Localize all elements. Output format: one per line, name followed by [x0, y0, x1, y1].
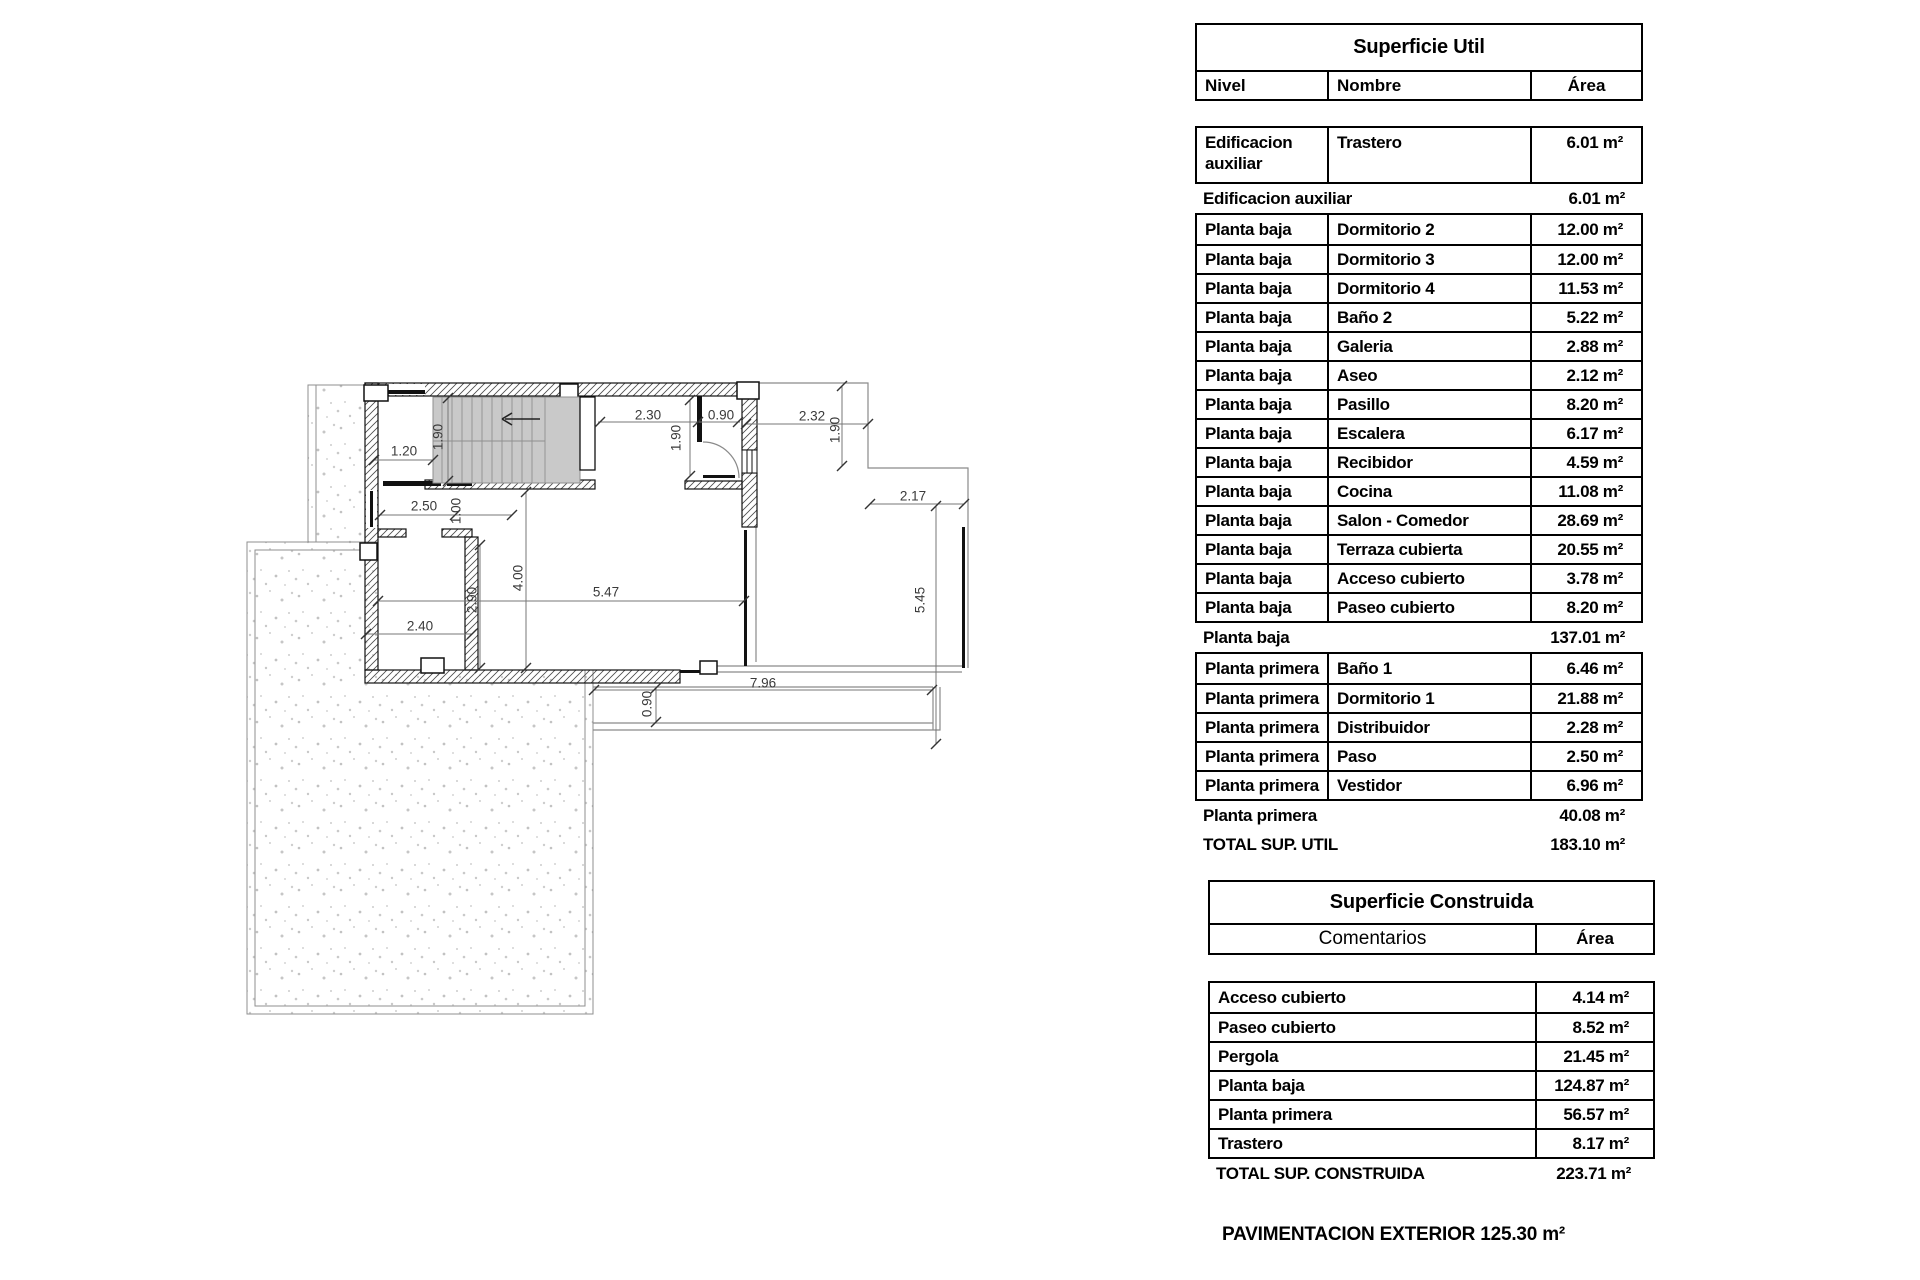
total-row-value: 223.71 m²: [1556, 1163, 1631, 1183]
table-section: [1195, 213, 1643, 623]
dimension-label: 2.32: [798, 408, 826, 424]
cell-comentarios: Paseo cubierto: [1218, 1017, 1336, 1037]
table-row: [1197, 273, 1641, 302]
table-row: [1210, 1128, 1653, 1157]
cell-area: 6.17 m²: [1530, 420, 1641, 447]
cell-area: 11.53 m²: [1530, 275, 1641, 302]
cell-nombre: Acceso cubierto: [1327, 565, 1530, 592]
cell-nivel: Planta baja: [1205, 219, 1292, 239]
total-row: [1195, 830, 1643, 859]
cell-area: 12.00 m²: [1530, 215, 1641, 244]
table-row: [1197, 534, 1641, 563]
cell-nombre: Terraza cubierta: [1327, 536, 1530, 563]
cell-nivel: Planta baja: [1205, 539, 1292, 559]
cell-nivel: Planta primera: [1205, 775, 1319, 795]
cell-area: 2.12 m²: [1530, 362, 1641, 389]
cell-nivel: Planta baja: [1205, 394, 1292, 414]
cell-nombre: Recibidor: [1327, 449, 1530, 476]
cell-nombre: Dormitorio 1: [1327, 685, 1530, 712]
table-row: [1197, 360, 1641, 389]
table-section: [1195, 652, 1643, 801]
cell-nombre: Dormitorio 3: [1327, 246, 1530, 273]
cell-nombre: Salon - Comedor: [1327, 507, 1530, 534]
cell-area: 8.17 m²: [1535, 1130, 1653, 1157]
cell-nombre: Escalera: [1327, 420, 1530, 447]
cell-comentarios: Trastero: [1218, 1133, 1283, 1153]
cell-area: 6.96 m²: [1530, 772, 1641, 799]
table-section: [1208, 981, 1655, 1159]
dimension-label: 2.30: [634, 407, 662, 423]
cell-nivel: Planta baja: [1205, 568, 1292, 588]
cell-nivel: Planta baja: [1205, 278, 1292, 298]
table-row: [1197, 505, 1641, 534]
cell-area: 6.46 m²: [1530, 654, 1641, 683]
total-row-value: 183.10 m²: [1550, 834, 1625, 854]
superficie-construida-table: [1208, 880, 1655, 1188]
table-section: [1195, 126, 1643, 184]
table-header: [1208, 923, 1655, 955]
dimension-label: 0.90: [707, 407, 735, 423]
column-header-area: Área: [1530, 72, 1641, 99]
dimension-label: 5.47: [592, 584, 620, 600]
stairs: [430, 397, 595, 483]
table-row: [1210, 1012, 1653, 1041]
cell-nombre: Baño 2: [1327, 304, 1530, 331]
cell-nombre: Paseo cubierto: [1327, 594, 1530, 621]
cell-nivel: Planta baja: [1205, 249, 1292, 269]
cell-nivel: Planta primera: [1205, 746, 1319, 766]
table-header: [1195, 70, 1643, 101]
table-row: [1197, 302, 1641, 331]
total-row-label: TOTAL SUP. CONSTRUIDA: [1216, 1163, 1425, 1183]
cell-area: 21.88 m²: [1530, 685, 1641, 712]
table-row: [1197, 563, 1641, 592]
subtotal-row-value: 6.01 m²: [1568, 188, 1625, 208]
cell-area: 28.69 m²: [1530, 507, 1641, 534]
cell-area: 4.14 m²: [1535, 983, 1653, 1012]
subtotal-row: [1195, 184, 1643, 213]
cell-nombre: Distribuidor: [1327, 714, 1530, 741]
table-row: [1197, 770, 1641, 799]
cell-nombre: Galeria: [1327, 333, 1530, 360]
cell-area: 4.59 m²: [1530, 449, 1641, 476]
table-row: [1197, 741, 1641, 770]
column-header-comentarios: Comentarios: [1318, 928, 1427, 949]
cell-nivel: Planta baja: [1205, 336, 1292, 356]
cell-area: 3.78 m²: [1530, 565, 1641, 592]
subtotal-row-label: Planta baja: [1203, 627, 1290, 647]
cell-nivel: Planta baja: [1205, 452, 1292, 472]
table-row: [1197, 592, 1641, 621]
dimension-label: 5.45: [912, 586, 928, 614]
column-header-nombre: Nombre: [1327, 72, 1530, 99]
dimension-label: 4.00: [510, 564, 526, 592]
table-row: [1197, 683, 1641, 712]
table-row: [1197, 331, 1641, 360]
cell-nombre: Dormitorio 4: [1327, 275, 1530, 302]
cell-nombre: Pasillo: [1327, 391, 1530, 418]
cell-area: 5.22 m²: [1530, 304, 1641, 331]
table-row: [1210, 1099, 1653, 1128]
table-row: [1197, 244, 1641, 273]
table-row: [1197, 128, 1641, 182]
table-row: [1197, 447, 1641, 476]
dimension-label: 1.00: [448, 497, 464, 525]
cell-area: 2.50 m²: [1530, 743, 1641, 770]
dimension-label: 1.90: [827, 416, 843, 444]
table-gap: [1208, 955, 1655, 981]
cell-area: 20.55 m²: [1530, 536, 1641, 563]
table-row: [1210, 1070, 1653, 1099]
cell-area: 11.08 m²: [1530, 478, 1641, 505]
cell-nivel: Planta baja: [1205, 307, 1292, 327]
total-row: [1208, 1159, 1655, 1188]
cell-area: 21.45 m²: [1535, 1043, 1653, 1070]
cell-area: 2.88 m²: [1530, 333, 1641, 360]
table-title: Superficie Construida: [1208, 880, 1655, 925]
subtotal-row-value: 40.08 m²: [1559, 805, 1625, 825]
cell-area: 8.20 m²: [1530, 594, 1641, 621]
table-body: [1208, 981, 1655, 1188]
table-body: [1195, 126, 1643, 859]
cell-nivel: Planta primera: [1205, 717, 1319, 737]
cell-nivel: Planta baja: [1205, 597, 1292, 617]
superficie-util-table: [1195, 23, 1643, 859]
dimension-label: 0.90: [639, 690, 655, 718]
cell-nombre: Aseo: [1327, 362, 1530, 389]
cell-nombre: Paso: [1327, 743, 1530, 770]
cell-comentarios: Acceso cubierto: [1218, 987, 1346, 1007]
subtotal-row: [1195, 801, 1643, 830]
cell-area: 2.28 m²: [1530, 714, 1641, 741]
subtotal-row-label: Planta primera: [1203, 805, 1317, 825]
table-row: [1210, 1041, 1653, 1070]
table-title: Superficie Util: [1195, 23, 1643, 72]
cell-comentarios: Pergola: [1218, 1046, 1279, 1066]
cell-area: 6.01 m²: [1530, 128, 1641, 182]
cell-nombre: Baño 1: [1327, 654, 1530, 683]
cell-nombre: Dormitorio 2: [1327, 215, 1530, 244]
table-gap: [1195, 101, 1643, 126]
cell-area: 12.00 m²: [1530, 246, 1641, 273]
pavimentacion-exterior-note: PAVIMENTACION EXTERIOR 125.30 m²: [1222, 1224, 1566, 1245]
dimension-label: 2.50: [410, 498, 438, 514]
dimension-label: 1.90: [668, 424, 684, 452]
cell-nivel: Edificacion auxiliar: [1205, 133, 1293, 174]
dimension-label: 1.20: [390, 443, 418, 459]
cell-nombre: Cocina: [1327, 478, 1530, 505]
total-row-label: TOTAL SUP. UTIL: [1203, 834, 1338, 854]
cell-nivel: Planta baja: [1205, 481, 1292, 501]
dimension-label: 1.90: [430, 423, 446, 451]
subtotal-row: [1195, 623, 1643, 652]
table-row: [1197, 215, 1641, 244]
column-header-nivel: Nivel: [1205, 75, 1246, 95]
dimension-label: 2.40: [406, 618, 434, 634]
cell-area: 8.20 m²: [1530, 391, 1641, 418]
cell-nivel: Planta baja: [1205, 423, 1292, 443]
table-row: [1197, 476, 1641, 505]
cell-area: 8.52 m²: [1535, 1014, 1653, 1041]
dimension-label: 2.90: [464, 586, 480, 614]
table-row: [1197, 654, 1641, 683]
dimension-label: 7.96: [749, 675, 777, 691]
dimension-label: 2.17: [899, 488, 927, 504]
column-header-area: Área: [1535, 925, 1653, 953]
cell-nivel: Planta baja: [1205, 365, 1292, 385]
cell-area: 124.87 m²: [1535, 1072, 1653, 1099]
cell-nivel: Planta primera: [1205, 688, 1319, 708]
cell-area: 56.57 m²: [1535, 1101, 1653, 1128]
subtotal-row-label: Edificacion auxiliar: [1203, 188, 1352, 208]
cell-nivel: Planta primera: [1205, 658, 1319, 678]
cell-comentarios: Planta primera: [1218, 1104, 1332, 1124]
table-row: [1210, 983, 1653, 1012]
subtotal-row-value: 137.01 m²: [1550, 627, 1625, 647]
cell-nivel: Planta baja: [1205, 510, 1292, 530]
cell-nombre: Vestidor: [1327, 772, 1530, 799]
cell-nombre: Trastero: [1327, 128, 1530, 182]
table-row: [1197, 712, 1641, 741]
cell-comentarios: Planta baja: [1218, 1075, 1305, 1095]
table-row: [1197, 418, 1641, 447]
table-row: [1197, 389, 1641, 418]
